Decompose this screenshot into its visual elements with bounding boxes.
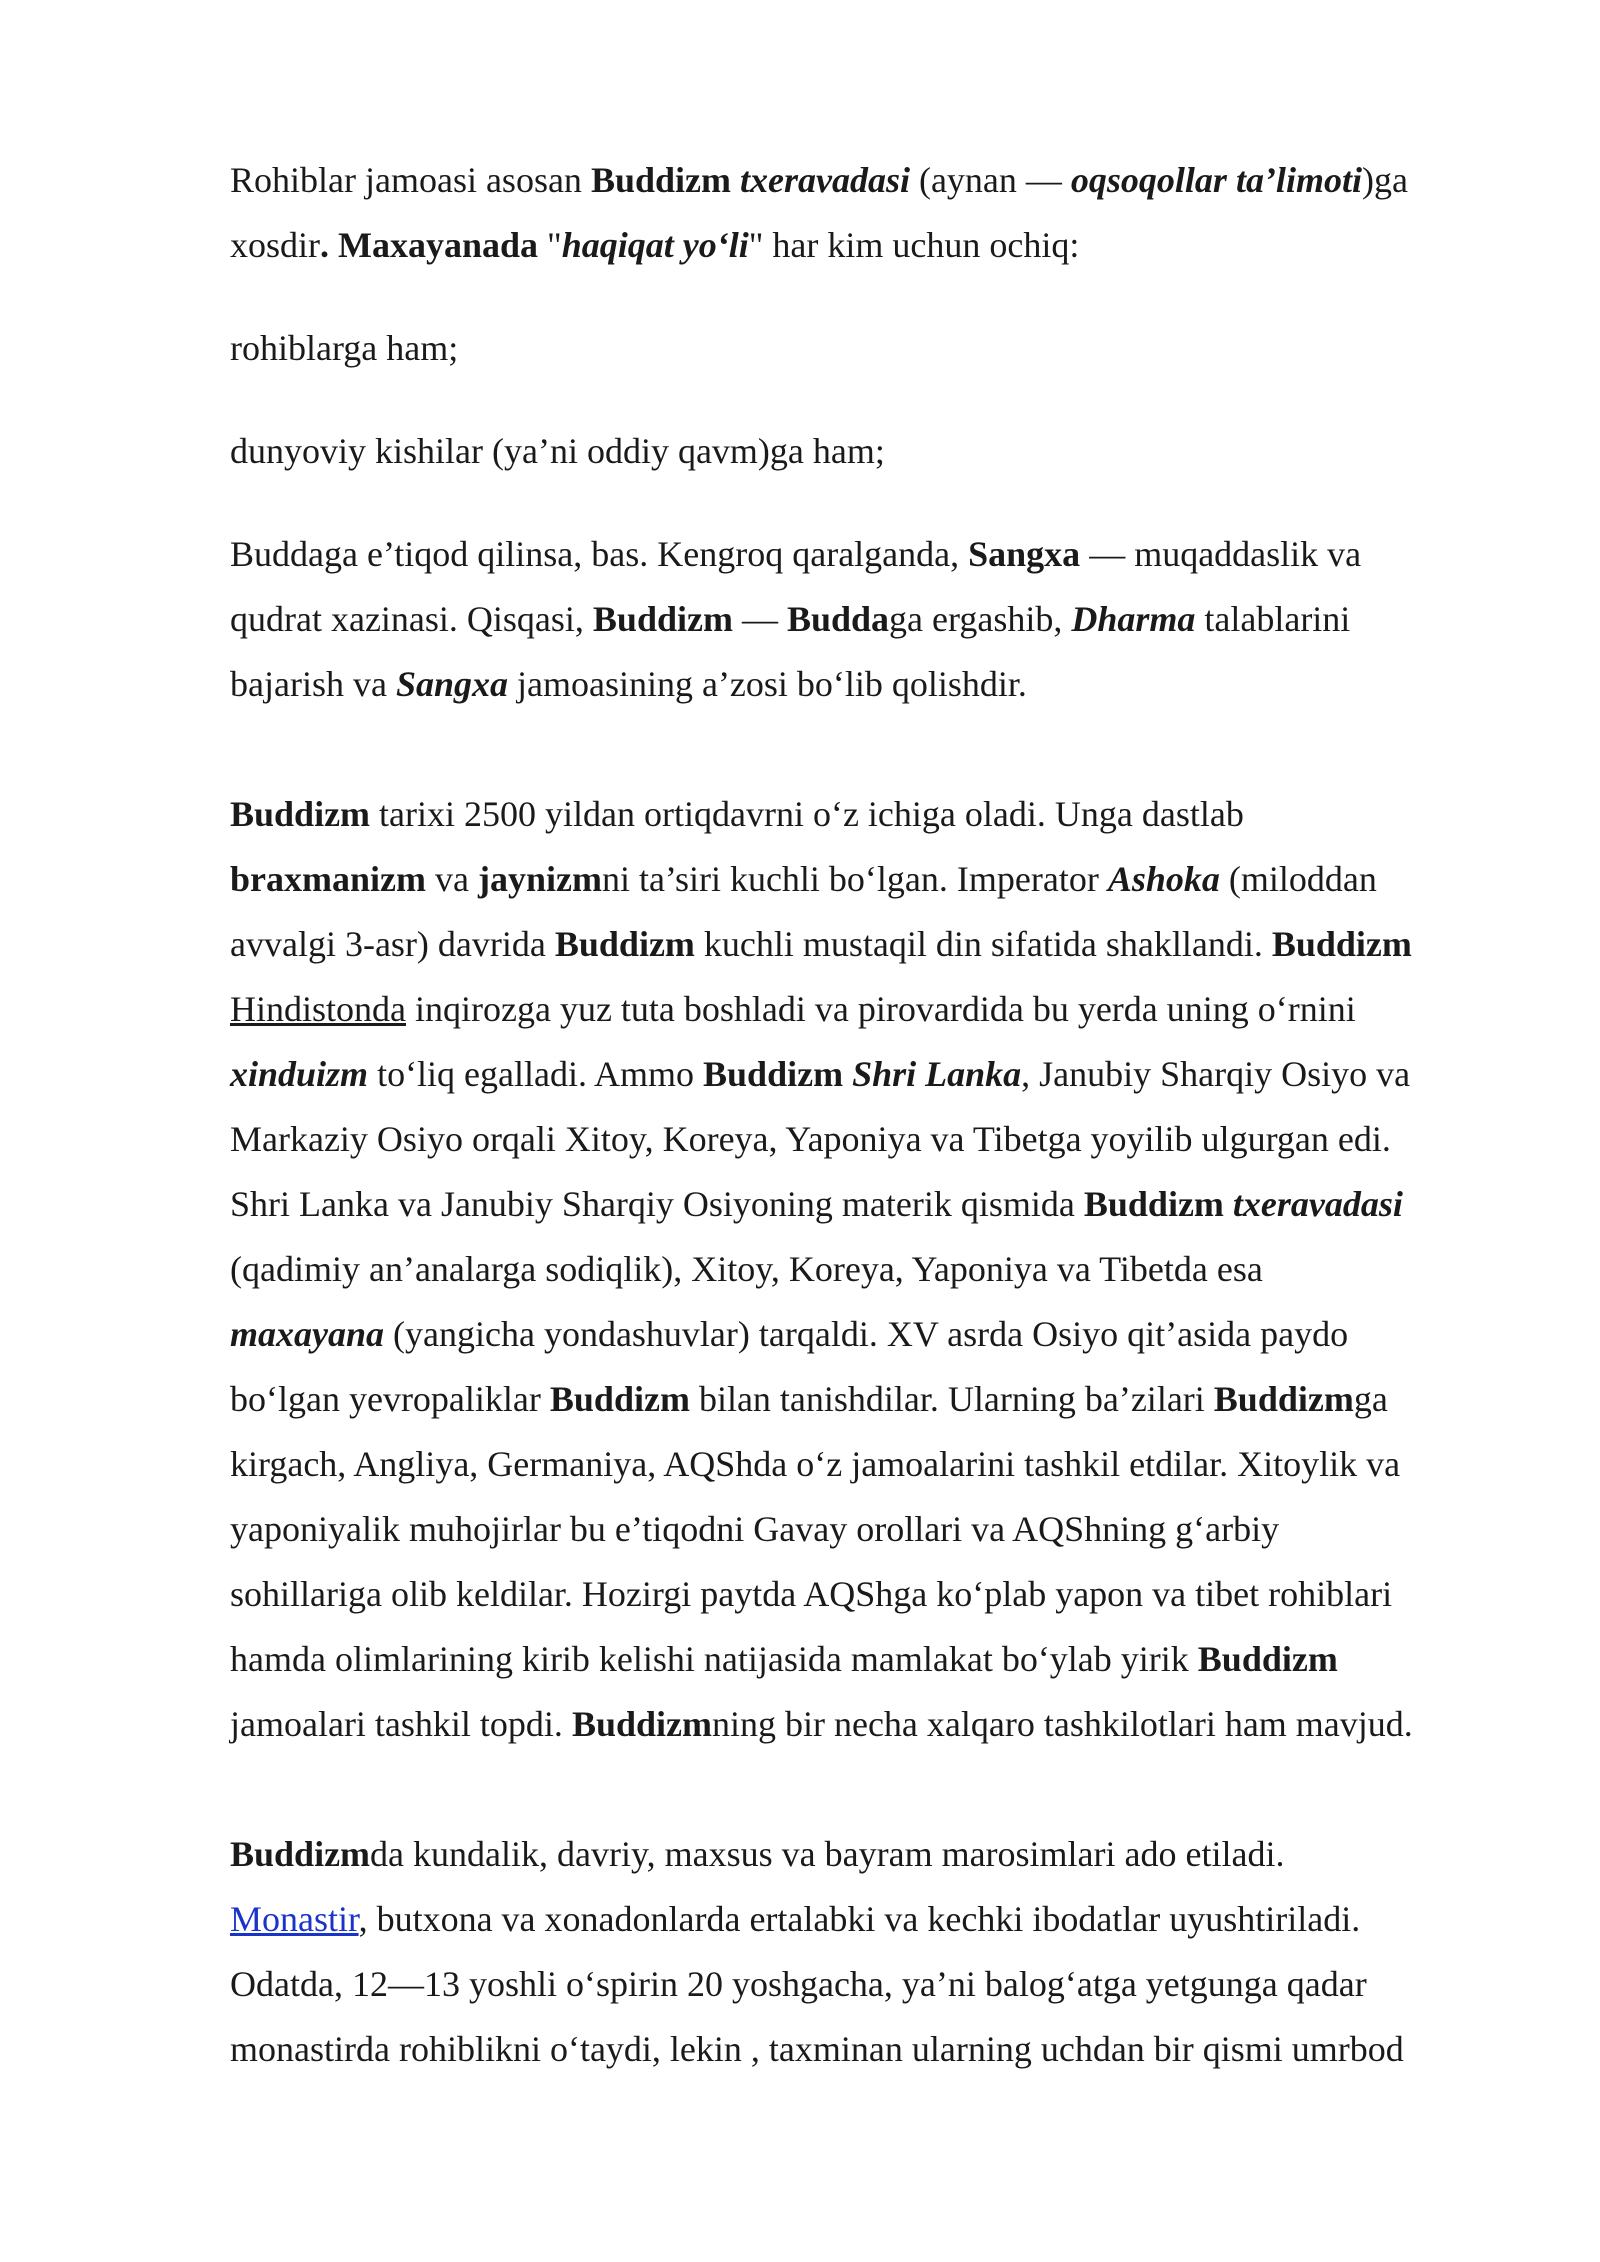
text-line: bo‘lgan yevropaliklar Buddizm bilan tanishdilar. Ularning ba’zilari Buddizmga [230, 1379, 1388, 1419]
bold-term: Buddizm [592, 599, 733, 639]
paragraph-3 [230, 419, 1490, 484]
bold-term: Buddizm [1083, 1184, 1224, 1224]
bold-italic-term: txeravadasi [1232, 1184, 1403, 1224]
text-line: Shri Lanka va Janubiy Sharqiy Osiyoning materik qismida Buddizm txeravadasi [230, 1184, 1403, 1224]
bold-term: Buddizm [549, 1379, 690, 1419]
text-line: xosdir. Maxayanada "haqiqat yo‘li" har kim uchun ochiq: [230, 225, 1080, 265]
text-line: Monastir, butxona va xonadonlarda ertalabki va kechki ibodatlar uyushtiriladi. [230, 1899, 1361, 1939]
text-line: Rohiblar jamoasi asosan Buddizm txeravadasi (aynan — oqsoqollar ta’limoti)ga [230, 160, 1408, 200]
bold-italic-term: Dharma [1071, 599, 1196, 639]
bold-italic-term: Sangxa [395, 664, 508, 704]
bold-term: Buddizm [230, 1834, 371, 1874]
text-line: sohillariga olib keldilar. Hozirgi paytda AQShga ko‘plab yapon va tibet rohiblari [230, 1574, 1393, 1614]
bold-term: braxmanizm [230, 859, 426, 899]
text-line: Hindistonda inqirozga yuz tuta boshladi va pirovardida bu yerda uning o‘rnini [230, 989, 1356, 1029]
text-line: Buddizmda kundalik, davriy, maxsus va bayram marosimlari ado etiladi. [230, 1834, 1285, 1874]
text-line: (qadimiy an’analarga sodiqlik), Xitoy, Koreya, Yaponiya va Tibetda esa [230, 1249, 1263, 1289]
monastir-link[interactable]: Monastir [230, 1899, 359, 1939]
text-line: monastirda rohiblikni o‘taydi, lekin , taxminan ularning uchdan bir qismi umrbod [230, 2029, 1404, 2069]
text-line: yaponiyalik muhojirlar bu e’tiqodni Gavay orollari va AQShning g‘arbiy [230, 1509, 1280, 1549]
text-line: hamda olimlarining kirib kelishi natijasida mamlakat bo‘ylab yirik Buddizm [230, 1639, 1338, 1679]
document-body [230, 148, 1490, 2082]
paragraph-6 [230, 1822, 1490, 2082]
text-line: Markaziy Osiyo orqali Xitoy, Koreya, Yaponiya va Tibetga yoyilib ulgurgan edi. [230, 1119, 1391, 1159]
bold-term: Buddizm [590, 160, 731, 200]
bold-term: Sangxa [968, 534, 1081, 574]
bold-italic-term: Shri Lanka [852, 1054, 1022, 1094]
paragraph-gap [230, 484, 1490, 522]
underlined-term: Hindistonda [230, 989, 406, 1029]
text-line: maxayana (yangicha yondashuvlar) tarqaldi. XV asrda Osiyo qit’asida paydo [230, 1314, 1349, 1354]
bold-italic-term: Ashoka [1107, 859, 1220, 899]
bold-term: Buddizm [1213, 1379, 1354, 1419]
bold-italic-term: xinduizm [230, 1054, 369, 1094]
text-line: Odatda, 12—13 yoshli o‘spirin 20 yoshgacha, ya’ni balog‘atga yetgunga qadar [230, 1964, 1367, 2004]
text-line: rohiblarga ham; [230, 328, 459, 368]
text-line: dunyoviy kishilar (ya’ni oddiy qavm)ga ham; [230, 431, 885, 471]
bold-italic-term: txeravadasi [739, 160, 910, 200]
text-line: Buddaga e’tiqod qilinsa, bas. Kengroq qaralganda, Sangxa — muqaddaslik va [230, 534, 1362, 574]
text-line: xinduizm to‘liq egalladi. Ammo Buddizm Shri Lanka, Janubiy Sharqiy Osiyo va [230, 1054, 1411, 1094]
paragraph-gap [230, 381, 1490, 419]
paragraph-2 [230, 316, 1490, 381]
bold-italic-term: maxayana [230, 1314, 385, 1354]
text-line: braxmanizm va jaynizmni ta’siri kuchli bo‘lgan. Imperator Ashoka (miloddan [230, 859, 1377, 899]
paragraph-gap [230, 278, 1490, 316]
paragraph-1 [230, 148, 1490, 278]
bold-term: jaynizm [477, 859, 602, 899]
bold-italic-term: haqiqat yo‘li [561, 225, 749, 265]
bold-term: Buddizm [703, 1054, 844, 1094]
bold-term: Buddizm [1197, 1639, 1338, 1679]
text-line: qudrat xazinasi. Qisqasi, Buddizm — Buddaga ergashib, Dharma talablarini [230, 599, 1351, 639]
bold-term: Budda [786, 599, 890, 639]
text-line: Buddizm tarixi 2500 yildan ortiqdavrni o‘z ichiga oladi. Unga dastlab [230, 794, 1244, 834]
bold-term: Buddizm [554, 924, 695, 964]
paragraph-gap [230, 717, 1490, 782]
bold-term: Buddizm [230, 794, 371, 834]
text-line: bajarish va Sangxa jamoasining a’zosi bo‘lib qolishdir. [230, 664, 1027, 704]
paragraph-gap [230, 1757, 1490, 1822]
text-line: avvalgi 3-asr) davrida Buddizm kuchli mustaqil din sifatida shakllandi. Buddizm [230, 924, 1412, 964]
bold-term: Buddizm [571, 1704, 712, 1744]
bold-italic-term: oqsoqollar ta’limoti [1070, 160, 1362, 200]
bold-term: . Maxayanada [320, 225, 539, 265]
paragraph-5 [230, 782, 1490, 1757]
text-line: kirgach, Angliya, Germaniya, AQShda o‘z jamoalarini tashkil etdilar. Xitoylik va [230, 1444, 1401, 1484]
bold-term: Buddizm [1271, 924, 1412, 964]
text-line: jamoalari tashkil topdi. Buddizmning bir necha xalqaro tashkilotlari ham mavjud. [230, 1704, 1413, 1744]
paragraph-4 [230, 522, 1490, 717]
